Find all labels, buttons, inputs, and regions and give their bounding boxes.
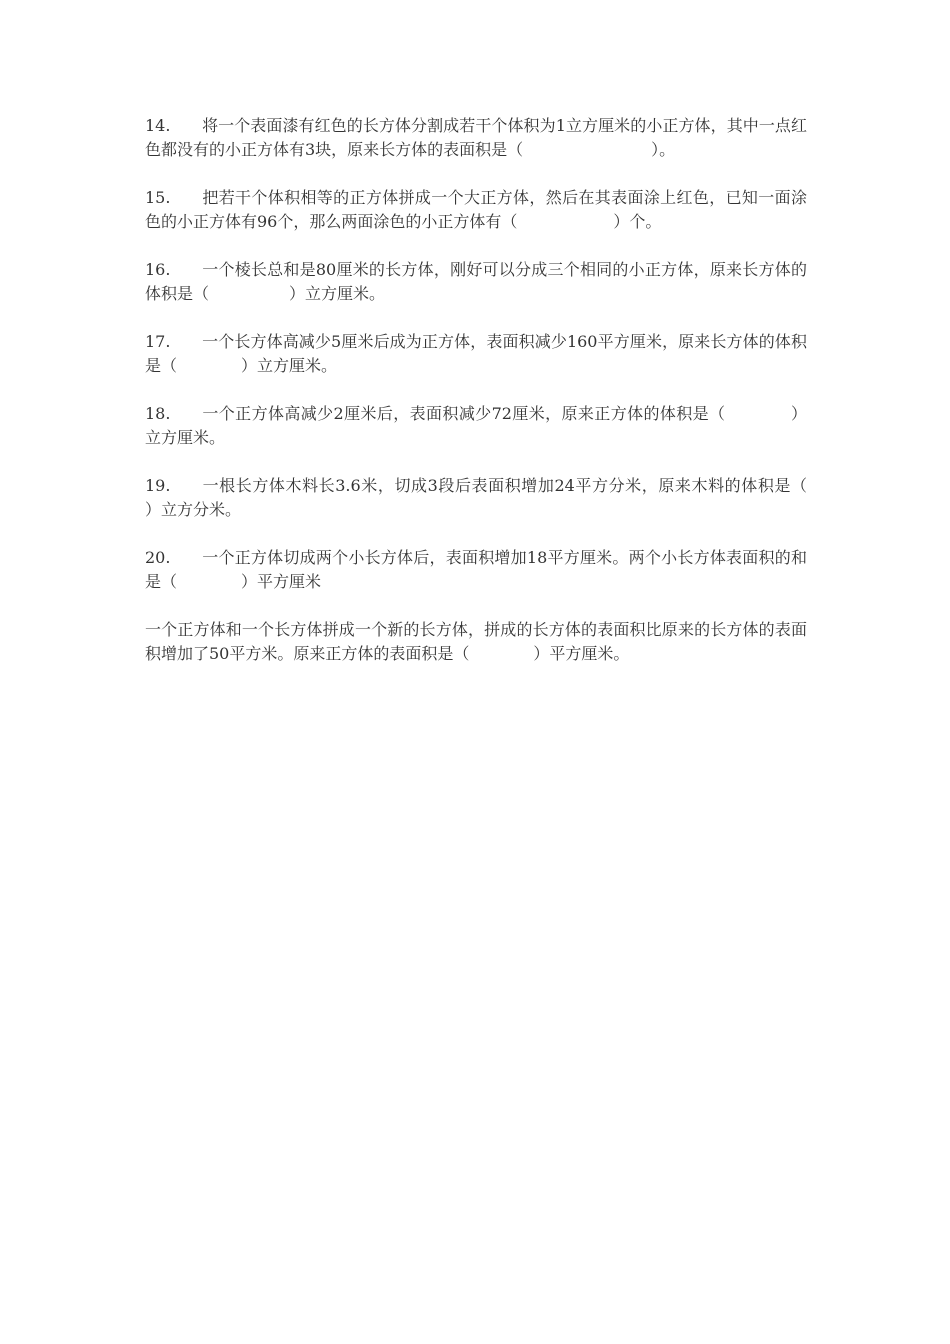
question-number: 15. [145, 188, 171, 207]
question-number: 19. [145, 476, 171, 495]
question-text: 一个正方体切成两个小长方体后，表面积增加18平方厘米。两个小长方体表面积的和是（ ）平方厘米 [145, 548, 807, 591]
question-text: 一个长方体高减少5厘米后成为正方体，表面积减少160平方厘米，原来长方体的体积是（ ）立方厘米。 [145, 332, 807, 375]
question-text: 将一个表面漆有红色的长方体分割成若干个体积为1立方厘米的小正方体，其中一点红色都没有的小正方体有3块，原来长方体的表面积是（ ）。 [145, 116, 807, 159]
question-number: 20. [145, 548, 171, 567]
question-number: 18. [145, 404, 171, 423]
question-17 [145, 330, 807, 378]
question-20 [145, 546, 807, 594]
question-14 [145, 114, 807, 162]
question-15 [145, 186, 807, 234]
question-18 [145, 402, 807, 450]
question-text: 一个正方体高减少2厘米后，表面积减少72厘米，原来正方体的体积是（ ）立方厘米。 [145, 404, 807, 447]
question-text: 把若干个体积相等的正方体拼成一个大正方体，然后在其表面涂上红色，已知一面涂色的小正方体有96个，那么两面涂色的小正方体有（ ）个。 [145, 188, 807, 231]
question-16 [145, 258, 807, 306]
final-paragraph: 一个正方体和一个长方体拼成一个新的长方体，拼成的长方体的表面积比原来的长方体的表面积增加了50平方米。原来正方体的表面积是（ ）平方厘米。 [145, 620, 807, 663]
document-body [145, 114, 856, 666]
question-number: 16. [145, 260, 171, 279]
question-number: 17. [145, 332, 171, 351]
question-number: 14. [145, 116, 171, 135]
question-text: 一个棱长总和是80厘米的长方体，刚好可以分成三个相同的小正方体，原来长方体的体积是（ ）立方厘米。 [145, 260, 807, 303]
question-19 [145, 474, 856, 522]
question-text: 一根长方体木料长3.6米，切成3段后表面积增加24平方分米，原来木料的体积是（ ）立方分米。 [145, 476, 856, 519]
